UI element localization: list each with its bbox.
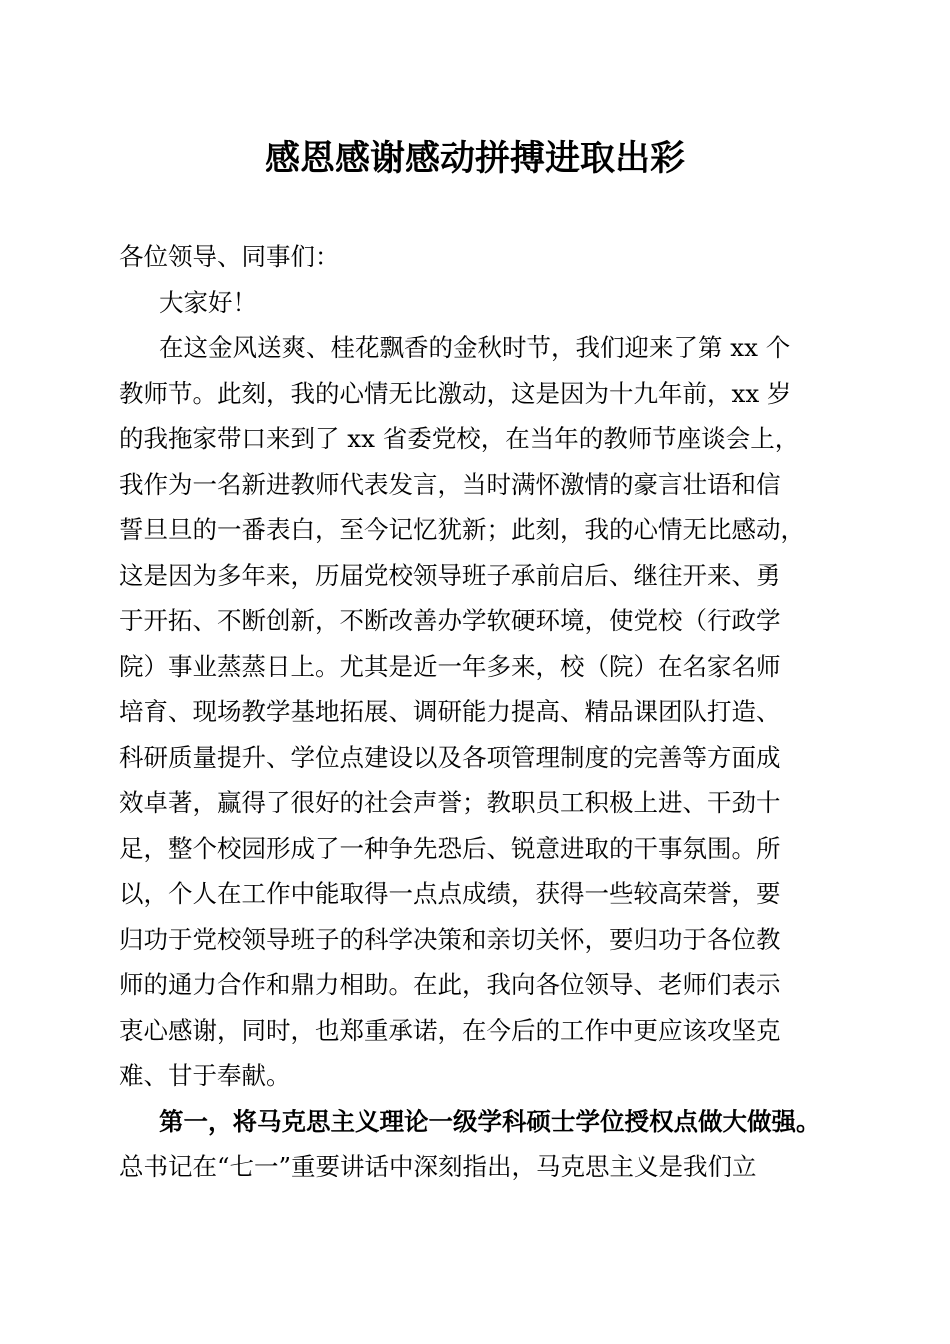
paragraph-line: 足，整个校园形成了一种争先恐后、锐意进取的干事氛围。所 — [119, 833, 781, 863]
paragraph-line: 师的通力合作和鼎力相助。在此，我向各位领导、老师们表示 — [119, 970, 781, 999]
paragraph-line: 教师节。此刻，我的心情无比激动，这是因为十九年前，xx 岁 — [119, 378, 792, 408]
paragraph-line: 总书记在“七一”重要讲话中深刻指出，马克思主义是我们立 — [119, 1152, 757, 1181]
paragraph-line: 以，个人在工作中能取得一点点成绩，获得一些较高荣誉，要 — [119, 879, 781, 908]
paragraph-line: 在这金风送爽、桂花飘香的金秋时节，我们迎来了第 xx 个 — [159, 333, 791, 362]
paragraph-line: 培育、现场教学基地拓展、调研能力提高、精品课团队打造、 — [119, 697, 781, 726]
paragraph-line: 科研质量提升、学位点建设以及各项管理制度的完善等方面成 — [119, 742, 781, 772]
paragraph-2 — [119, 1099, 839, 1190]
paragraph-line: 归功于党校领导班子的科学决策和亲切关怀，要归功于各位教 — [119, 924, 781, 954]
salutation: 各位领导、同事们： — [119, 242, 340, 271]
paragraph-lead-heading: 第一，将马克思主义理论一级学科硕士学位授权点做大做强。 — [159, 1106, 821, 1136]
paragraph-line: 这是因为多年来，历届党校领导班子承前启后、继往开来、勇 — [119, 560, 781, 590]
document-title: 感恩感谢感动拼搏进取出彩 — [264, 138, 685, 179]
greeting: 大家好！ — [159, 287, 257, 317]
paragraph-line: 誓旦旦的一番表白，至今记忆犹新；此刻，我的心情无比感动， — [119, 515, 805, 544]
paragraph-line: 效卓著，赢得了很好的社会声誉；教职员工积极上进、干劲十 — [119, 788, 781, 817]
paragraph-line: 我作为一名新进教师代表发言，当时满怀激情的豪言壮语和信 — [119, 469, 781, 499]
paragraph-line: 于开拓、不断创新，不断改善办学软硬环境，使党校（行政学 — [119, 606, 781, 635]
document-body — [119, 234, 839, 1190]
paragraph-line: 的我拖家带口来到了 xx 省委党校，在当年的教师节座谈会上， — [119, 424, 800, 453]
paragraph-line: 难、甘于奉献。 — [119, 1061, 291, 1090]
paragraph-1 — [119, 325, 839, 1099]
paragraph-line: 衷心感谢，同时，也郑重承诺，在今后的工作中更应该攻坚克 — [119, 1015, 781, 1045]
paragraph-line: 院）事业蒸蒸日上。尤其是近一年多来，校（院）在名家名师 — [119, 651, 781, 681]
